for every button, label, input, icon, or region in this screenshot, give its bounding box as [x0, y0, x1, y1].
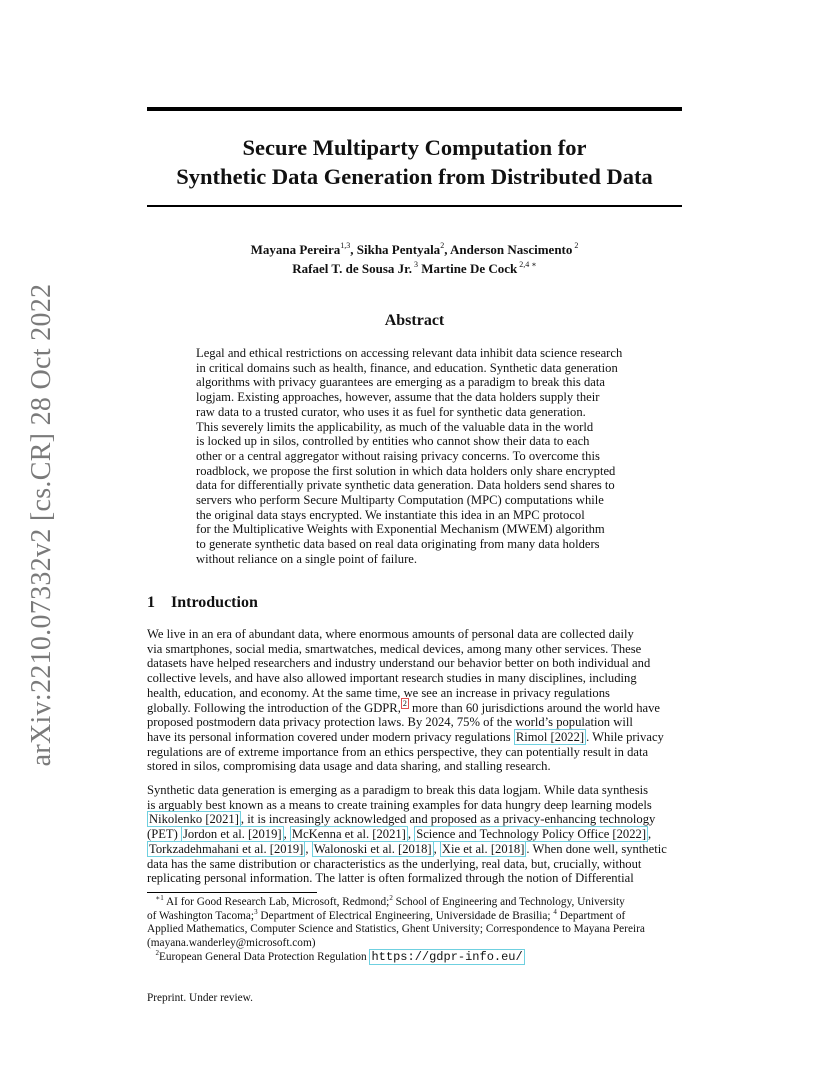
author-name: Rafael T. de Sousa Jr. — [292, 261, 412, 276]
author-block — [147, 240, 682, 278]
text-line: collective levels, and have also allowed important research studies in many disciplines, including — [147, 671, 637, 686]
abstract-body — [196, 346, 636, 567]
text-fragment: Department of Electrical Engineering, Universidade de Brasilia; — [257, 909, 554, 922]
title-line-2: Synthetic Data Generation from Distributed Data — [176, 164, 653, 189]
title-line-1: Secure Multiparty Computation for — [242, 135, 587, 160]
text-fragment: European General Data Protection Regulation — [158, 950, 370, 963]
abstract-line: for the Multiplicative Weights with Exponential Mechanism (MWEM) algorithm — [196, 522, 605, 537]
author-affiliation: 2 — [440, 241, 445, 250]
author-affiliation: 2 — [572, 241, 579, 250]
author-affiliation: 1,3 — [340, 241, 351, 250]
citation-link[interactable]: Jordon et al. [2019] — [182, 827, 282, 842]
author-affiliation: 2,4 — [517, 260, 530, 269]
abstract-line: raw data to a trusted curator, who uses it as fuel for synthetic data generation. — [196, 404, 586, 419]
citation-link[interactable]: Science and Technology Policy Office [2022] — [416, 827, 647, 842]
text-line: Synthetic data generation is emerging as a paradigm to break this data logjam. While data synthesis — [147, 783, 649, 797]
text-fragment: of Washington Tacoma; — [147, 909, 255, 922]
intro-paragraph-2 — [147, 783, 682, 886]
text-fragment: School of Engineering and Technology, University — [392, 896, 625, 908]
text-fragment: (PET) — [147, 827, 181, 842]
text-fragment: Department of — [556, 909, 626, 922]
arxiv-stamp — [22, 283, 62, 767]
text-line: datasets have helped researchers and industry understand our behavior better on both individual and — [147, 656, 651, 671]
abstract-line: is locked up in silos, controlled by entities who cannot show their data to each — [196, 434, 590, 449]
text-fragment: . While privacy — [586, 729, 664, 744]
title-top-rule — [147, 107, 682, 111]
text-fragment: , — [407, 827, 415, 842]
footnote-marker: ∗1 — [155, 894, 164, 902]
intro-paragraph-1 — [147, 627, 682, 774]
text-fragment: , — [433, 841, 440, 856]
author-footnote-mark: ∗ — [529, 260, 537, 269]
citation-link[interactable]: Nikolenko [2021] — [149, 812, 239, 827]
citation-link[interactable]: Torkzadehmahani et al. [2019] — [149, 841, 304, 856]
text-line — [147, 812, 682, 827]
text-line — [147, 827, 682, 842]
footnote-marker: 2 — [155, 948, 159, 957]
title-bottom-rule — [147, 205, 682, 207]
footnote-line — [147, 948, 682, 965]
text-fragment: AI for Good Research Lab, Microsoft, Redmond; — [163, 896, 390, 908]
text-line: via smartphones, social media, smartwatches, medical devices, among many other services. These — [147, 641, 642, 656]
abstract-heading: Abstract — [384, 312, 445, 329]
text-line — [147, 842, 682, 857]
abstract-line: data for differentially private synthetic data generation. Data holders send shares to — [196, 478, 615, 493]
text-line: health, education, and economy. At the same time, we see an increase in privacy regulations — [147, 685, 610, 700]
author-name: , Sikha Pentyala — [350, 242, 441, 257]
section-title: Introduction — [171, 594, 258, 611]
text-fragment: globally. Following the introduction of the GDPR, — [147, 700, 401, 715]
gdpr-url-link[interactable]: https://gdpr-info.eu/ — [371, 949, 523, 964]
text-line — [147, 698, 682, 716]
text-fragment: , — [283, 827, 290, 842]
author-line-2 — [147, 259, 682, 278]
abstract-line: algorithms with privacy guarantees are emerging as a paradigm to break this data — [196, 375, 605, 390]
abstract-line: Legal and ethical restrictions on accessing relevant data inhibit data science research — [196, 346, 623, 360]
text-line: data has the same distribution or characteristics as the underlying, real data, but, crucially, without — [147, 856, 642, 871]
author-name: Martine De Cock — [417, 261, 518, 276]
author-line-1 — [147, 240, 682, 259]
abstract-line: This severely limits the applicability, as much of the valuable data in the world — [196, 419, 594, 434]
citation-link[interactable]: McKenna et al. [2021] — [291, 827, 406, 842]
paper-title — [147, 133, 682, 191]
text-line: is arguably best known as a means to create training examples for data hungry deep learning models — [147, 797, 652, 812]
text-fragment: have its personal information covered under modern privacy regulations — [147, 729, 514, 744]
author-name: , Anderson Nascimento — [444, 242, 573, 257]
author-affiliation: 3 — [411, 260, 418, 269]
author-name: Mayana Pereira — [250, 242, 341, 257]
text-fragment: , — [648, 827, 652, 842]
citation-link[interactable]: Walonoski et al. [2018] — [313, 841, 432, 856]
footnote-line: Applied Mathematics, Computer Science and Statistics, Ghent University; Correspondence to Mayana Pereira — [147, 923, 645, 936]
footnote-line — [147, 907, 682, 924]
abstract-line: the original data stays encrypted. We instantiate this idea in an MPC protocol — [196, 507, 585, 522]
citation-link[interactable]: Xie et al. [2018] — [441, 841, 525, 856]
text-line: replicating personal information. The latter is often formalized through the notion of Differential — [147, 871, 634, 886]
arxiv-stamp-text: arXiv:2210.07332v2 [cs.CR] 28 Oct 2022 — [26, 283, 57, 767]
text-fragment: . When done well, synthetic — [526, 841, 667, 856]
footnote-link[interactable]: 2 — [402, 698, 407, 708]
abstract-line: servers who perform Secure Multiparty Computation (MPC) computations while — [196, 493, 604, 508]
footnote-sup: 2 — [389, 894, 393, 902]
citation-link[interactable]: Rimol [2022] — [515, 729, 585, 744]
section-number: 1 — [147, 594, 155, 611]
preprint-note: Preprint. Under review. — [147, 992, 253, 1004]
text-fragment: more than 60 jurisdictions around the world have — [408, 700, 660, 715]
text-line: regulations are of extreme importance from an ethics perspective, they can potentially result in data — [147, 744, 649, 759]
text-fragment: , — [305, 841, 312, 856]
footnote-line: (mayana.wanderley@microsoft.com) — [147, 937, 316, 950]
footnote-sup: 3 — [254, 907, 258, 916]
abstract-line: roadblock, we propose the first solution in which data holders only share encrypted — [196, 463, 616, 478]
text-line: proposed postmodern data privacy protection laws. By 2024, 75% of the world’s population will — [147, 715, 633, 730]
abstract-line: to generate synthetic data based on real data originating from many data holders — [196, 537, 600, 552]
footnote-line — [147, 896, 682, 910]
abstract-line: without reliance on a single point of failure. — [196, 551, 418, 566]
footnote-sup: 4 — [553, 907, 557, 916]
text-line: stored in silos, compromising data usage and data sharing, and stalling research. — [147, 759, 551, 774]
abstract-line: other or a central aggregator without raising privacy concerns. To overcome this — [196, 448, 600, 463]
footnotes — [147, 896, 682, 965]
abstract-line: logjam. Existing approaches, however, assume that the data holders supply their — [196, 390, 600, 405]
footnote-rule — [147, 892, 317, 893]
abstract-line: in critical domains such as health, finance, and education. Synthetic data generation — [196, 360, 618, 375]
text-line: We live in an era of abundant data, where enormous amounts of personal data are collected daily — [147, 627, 634, 641]
section-heading — [147, 594, 258, 612]
text-line — [147, 730, 682, 745]
text-fragment: , it is increasingly acknowledged and proposed as a privacy-enhancing technology — [240, 812, 656, 827]
